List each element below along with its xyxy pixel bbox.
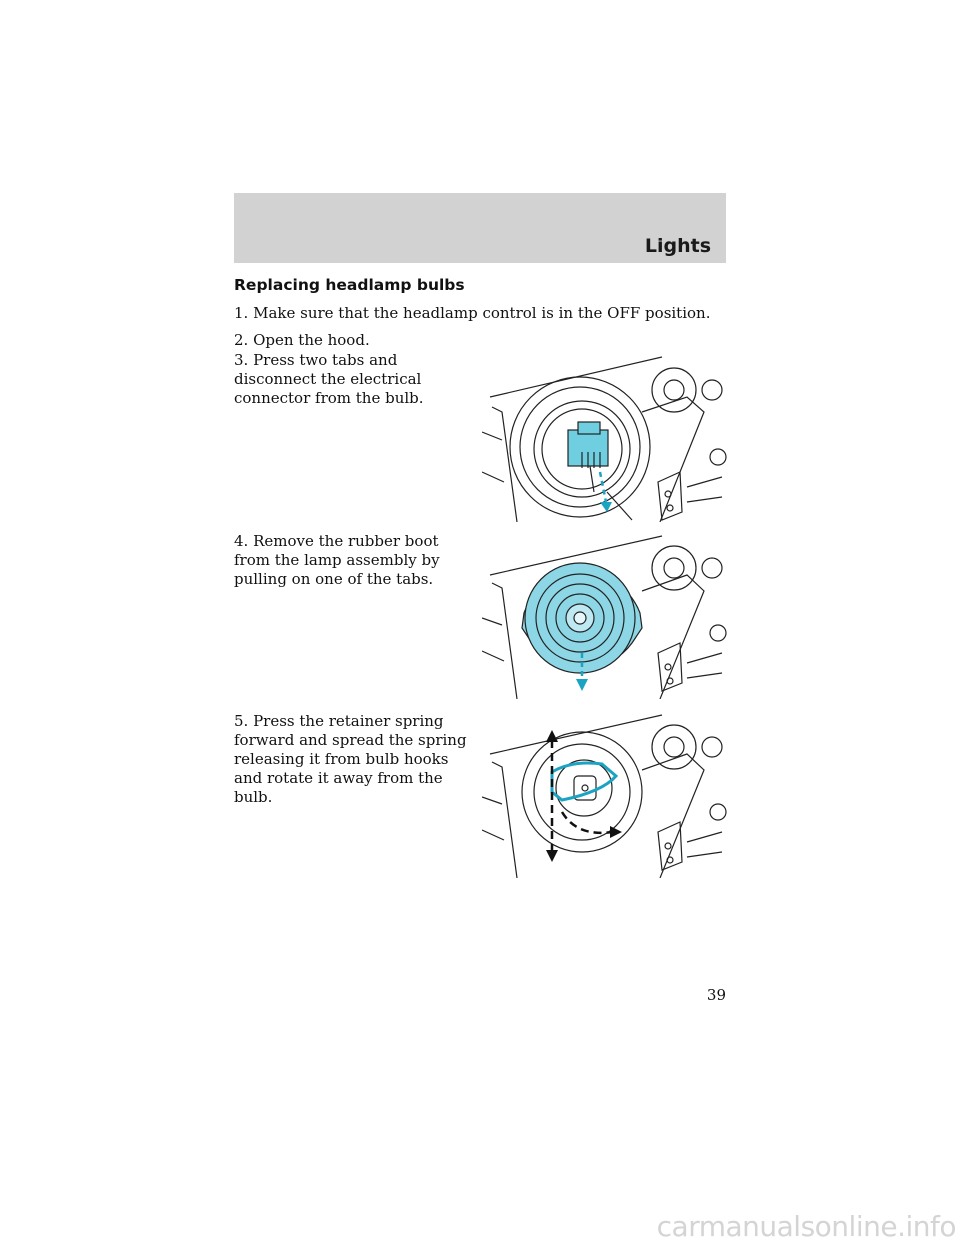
watermark-link[interactable]: carmanualsonline.info [656, 1210, 956, 1243]
step-3: 3. Press two tabs and disconnect the electrical connector from the bulb. [234, 351, 424, 407]
rubber-boot-illustration [482, 533, 728, 699]
step-5: 5. Press the retainer spring forward and spread the spring releasing it from bulb hooks and rotate it away from the bulb. [234, 712, 467, 806]
page-heading: Replacing headlamp bulbs [234, 276, 465, 294]
page-number: 39 [706, 986, 726, 1004]
step-4: 4. Remove the rubber boot from the lamp assembly by pulling on one of the tabs. [234, 532, 440, 588]
step-1: 1. Make sure that the headlamp control is in the OFF position. [234, 304, 711, 322]
section-title: Lights [644, 235, 711, 257]
step-2: 2. Open the hood. [234, 331, 370, 349]
retainer-spring-illustration [482, 712, 728, 878]
headlamp-connector-illustration [482, 352, 728, 522]
section-header [234, 193, 726, 263]
